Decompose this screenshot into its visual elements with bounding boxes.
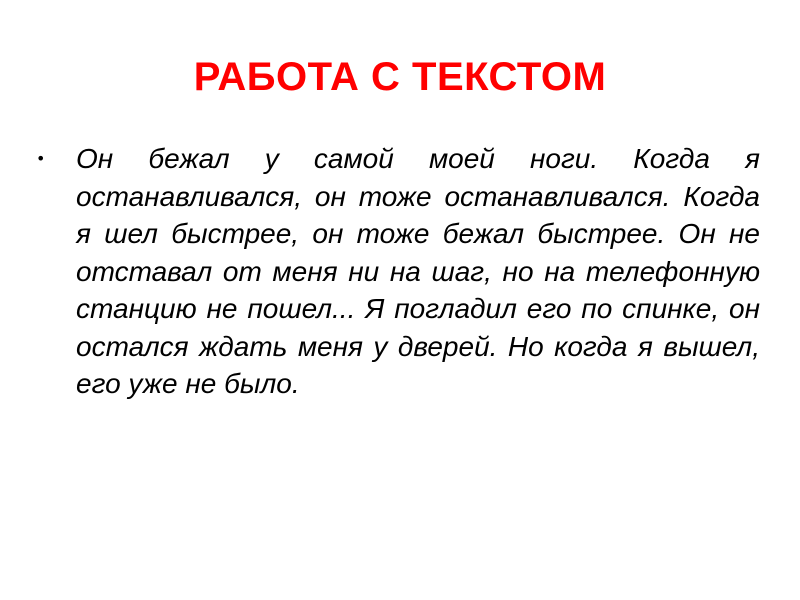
bullet-icon: • — [36, 149, 46, 168]
slide-title: РАБОТА С ТЕКСТОМ — [193, 55, 607, 99]
story-paragraph: Он бежал у самой моей ноги. Когда я останавливался, он тоже останавливался. Когда я шел быстрее, он тоже бежал быстрее. Он не отставал от меня ни на шаг, но на телефонную станцию не пошел... Я погладил его по спинке, он остался ждать меня у дверей. Но когда я вышел, его уже не было. — [76, 143, 760, 399]
text-block — [36, 140, 760, 403]
